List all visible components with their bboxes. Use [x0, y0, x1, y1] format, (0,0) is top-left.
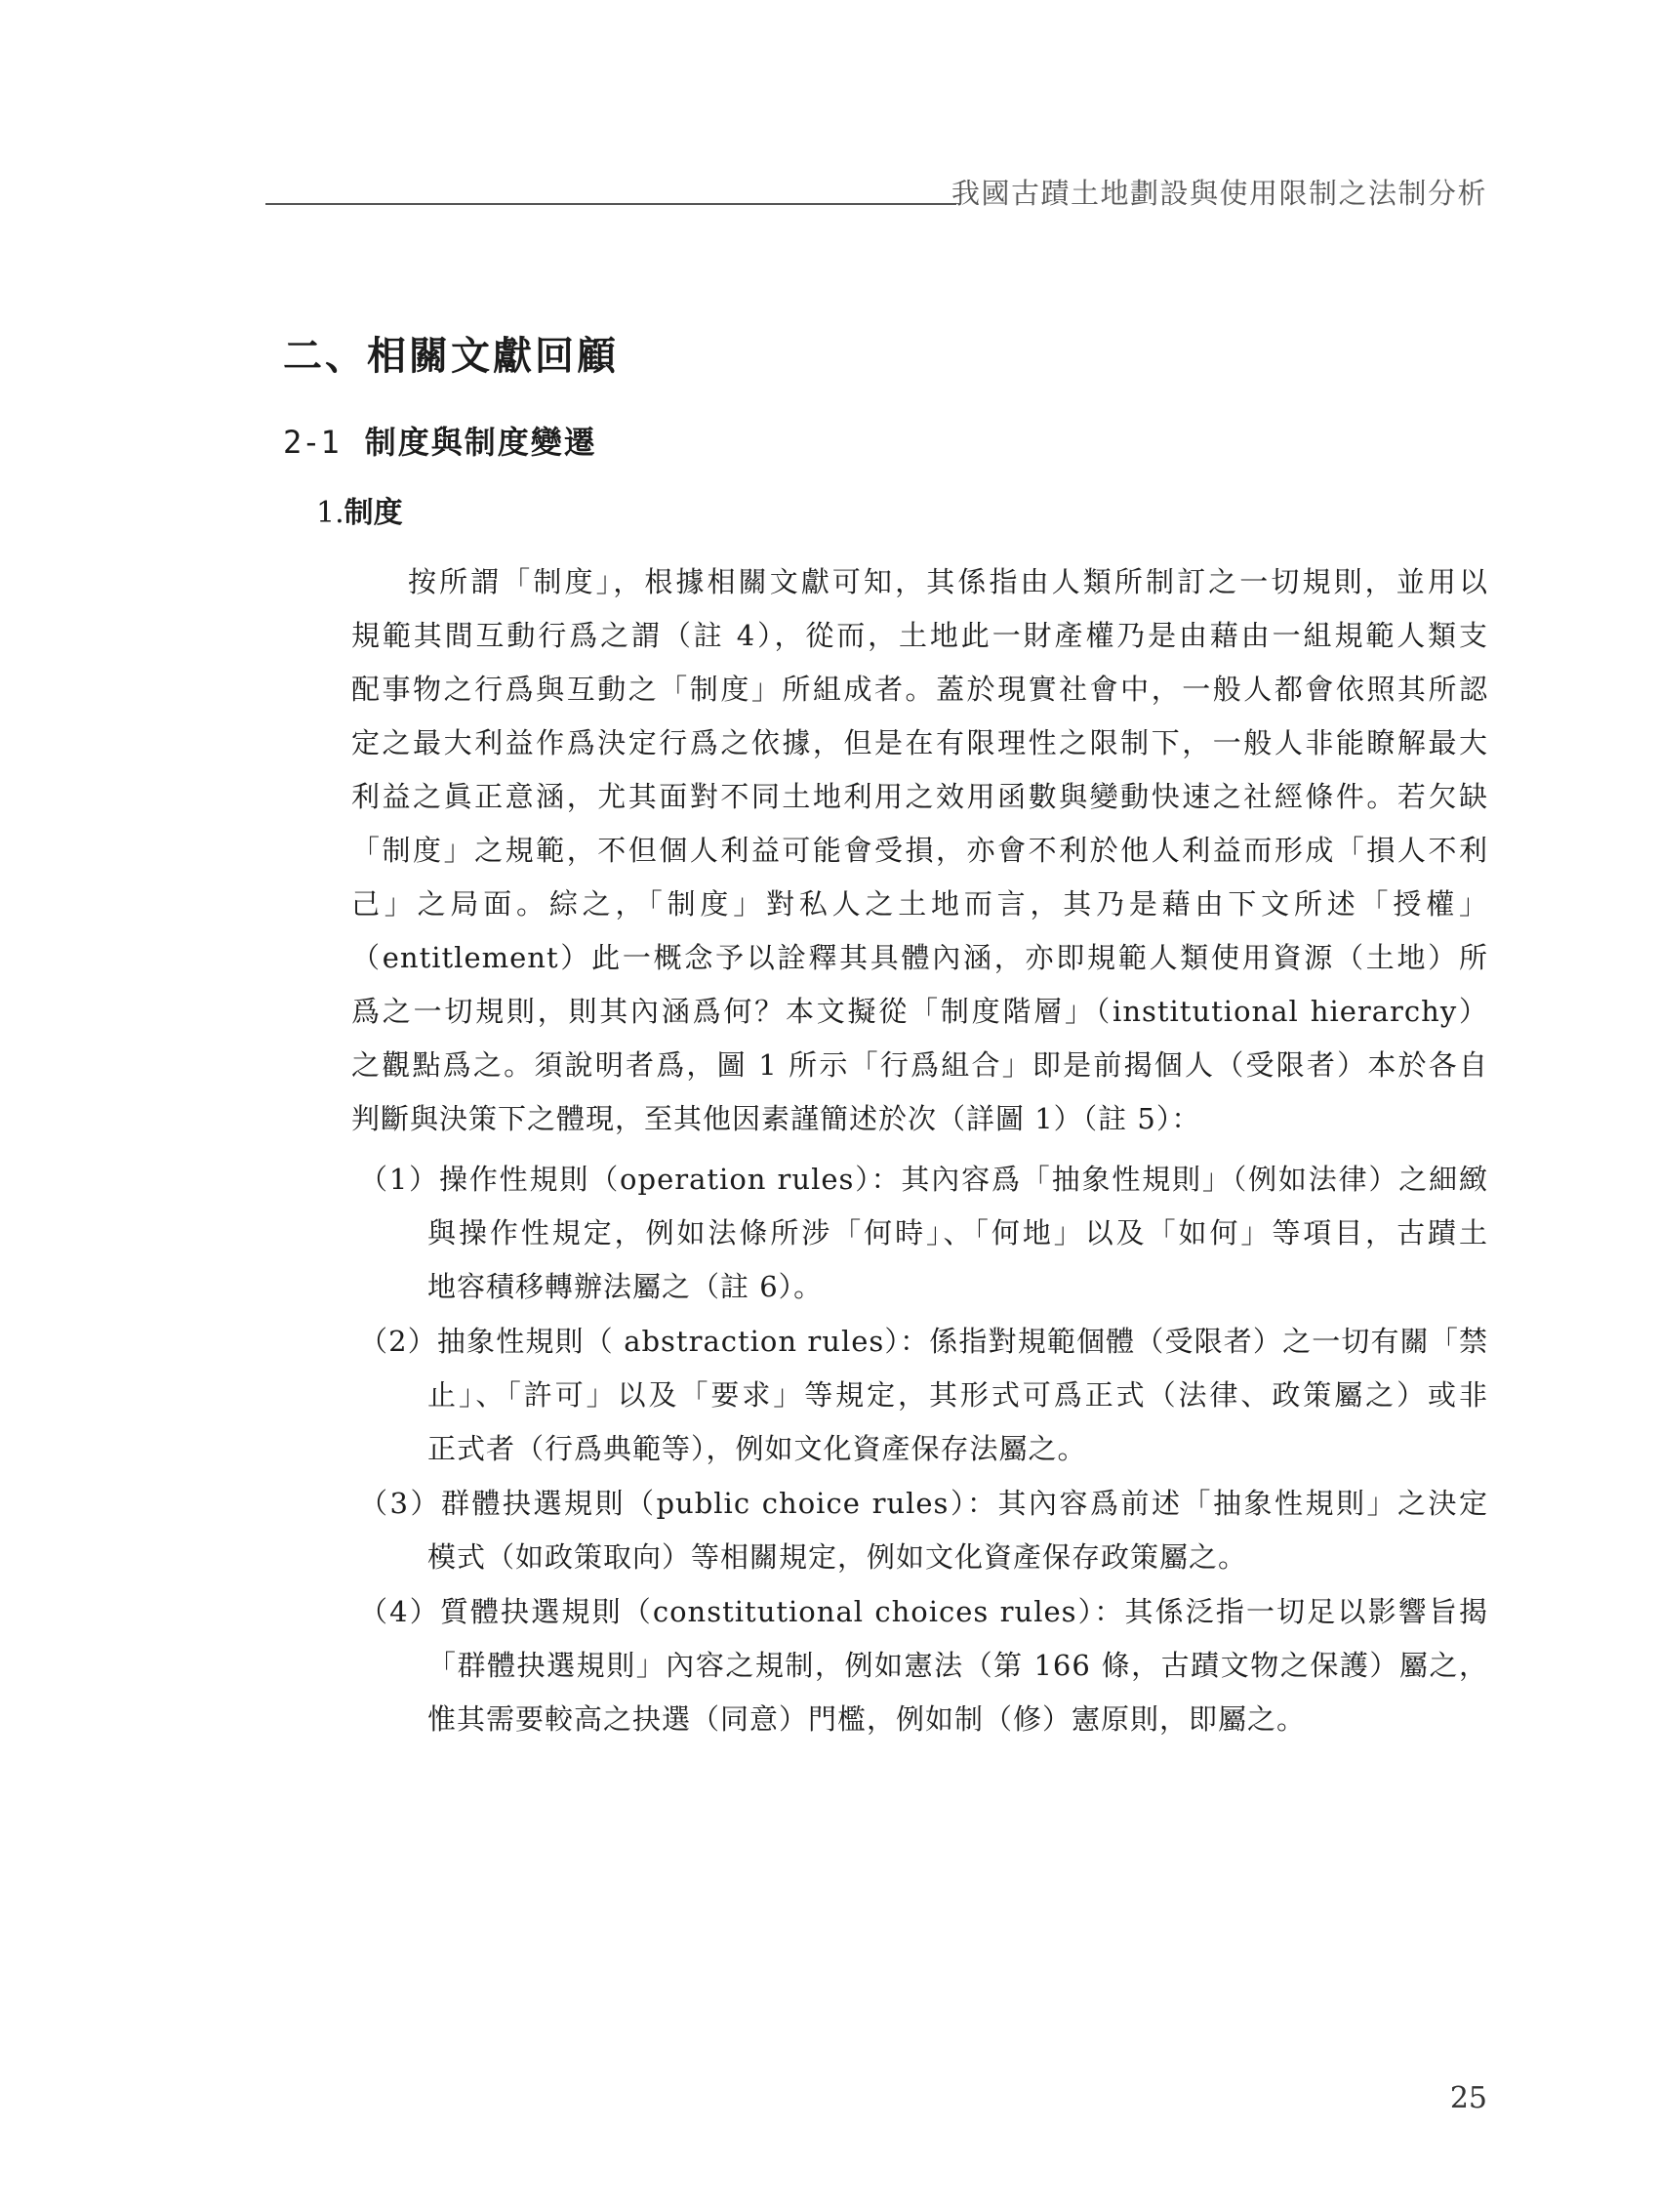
paragraph-line: （entitlement）此一概念予以詮釋其具體內涵，亦即規範人類使用資源（土地）所	[351, 941, 1488, 974]
item-title: 制度	[344, 496, 403, 530]
section-title: 二、相關文獻回顧	[283, 333, 619, 379]
list-item-line: 惟其需要較高之抉選（同意）門檻，例如制（修）憲原則，即屬之。	[427, 1702, 1307, 1736]
paragraph-line: 「制度」之規範，不但個人利益可能會受損，亦會不利於他人利益而形成「損人不利	[351, 834, 1488, 867]
paragraph-line: 定之最大利益作爲決定行爲之依據，但是在有限理性之限制下，一般人非能瞭解最大	[351, 726, 1488, 759]
subsection-title: 制度與制度變遷	[364, 424, 597, 461]
running-title: 我國古蹟土地劃設與使用限制之法制分析	[951, 177, 1487, 210]
paragraph-line: 利益之眞正意涵，尤其面對不同土地利用之效用函數與變動快速之社經條件。若欠缺	[351, 780, 1488, 813]
list-item-line: 模式（如政策取向）等相關規定，例如文化資產保存政策屬之。	[427, 1540, 1248, 1574]
subsection-heading	[283, 418, 597, 463]
item-number: 1.	[316, 496, 344, 530]
paragraph-line: 爲之一切規則，則其內涵爲何？本文擬從「制度階層」（institutional hierarchy）	[351, 995, 1488, 1028]
subsection-number: 2-1	[283, 424, 340, 461]
list-item-line: （4）質體抉選規則（constitutional choices rules）：其係泛指一切足以影響旨揭	[359, 1595, 1488, 1628]
paragraph-line: 之觀點爲之。須說明者爲，圖 1 所示「行爲組合」即是前揭個人（受限者）本於各自	[351, 1048, 1488, 1082]
paragraph-line: 判斷與決策下之體現，至其他因素謹簡述於次（詳圖 1）（註 5）：	[351, 1102, 1201, 1135]
item-heading	[316, 488, 403, 531]
list-item-line: 正式者（行爲典範等），例如文化資產保存法屬之。	[427, 1432, 1087, 1465]
list-item-line: （1）操作性規則（operation rules）：其內容爲「抽象性規則」（例如法律）之細緻	[359, 1163, 1488, 1196]
list-item-line: 地容積移轉辦法屬之（註 6）。	[427, 1270, 824, 1303]
header-rule	[265, 203, 956, 205]
paragraph-line: 配事物之行爲與互動之「制度」所組成者。蓋於現實社會中，一般人都會依照其所認	[351, 673, 1488, 706]
list-item-line: （3）群體抉選規則（public choice rules）：其內容爲前述「抽象性規則」之決定	[359, 1487, 1488, 1520]
list-item-line: 「群體抉選規則」內容之規制，例如憲法（第 166 條，古蹟文物之保護）屬之，	[427, 1649, 1488, 1682]
page-number: 25	[1449, 2081, 1487, 2115]
running-header	[265, 168, 1487, 210]
paragraph-line: 己」之局面。綜之，「制度」對私人之土地而言，其乃是藉由下文所述「授權」	[351, 887, 1488, 921]
list-item-line: （2）抽象性規則（ abstraction rules）：係指對規範個體（受限者）之一切有關「禁	[359, 1325, 1488, 1358]
paragraph-line: 按所謂「制度」，根據相關文獻可知，其係指由人類所制訂之一切規則，並用以	[408, 565, 1488, 598]
paragraph-line: 規範其間互動行爲之謂（註 4），從而，土地此一財產權乃是由藉由一組規範人類支	[351, 619, 1488, 652]
list-item-line: 與操作性規定，例如法條所涉「何時」、「何地」以及「如何」等項目，古蹟土	[427, 1216, 1488, 1249]
list-item-line: 止」、「許可」以及「要求」等規定，其形式可爲正式（法律、政策屬之）或非	[427, 1378, 1488, 1412]
